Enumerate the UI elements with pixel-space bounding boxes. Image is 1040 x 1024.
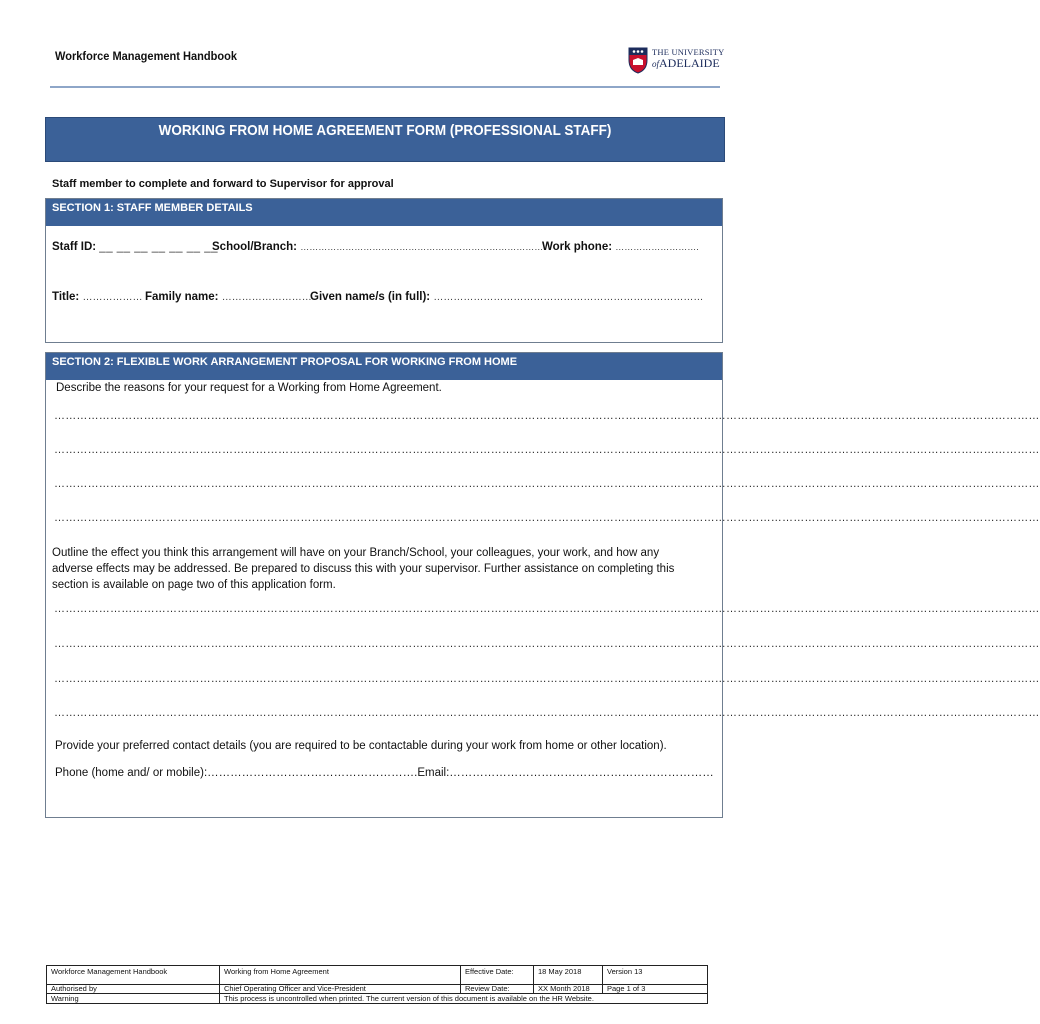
effect-line-1[interactable]: ………………………………………………………………………………………………………………………………………………………………………………………………………………………………………… xyxy=(54,603,1040,615)
effect-line-3[interactable]: ………………………………………………………………………………………………………………………………………………………………………………………………………………………………………… xyxy=(54,673,1040,685)
footer-warning-label: Warning xyxy=(47,994,220,1004)
effect-line-2[interactable]: ………………………………………………………………………………………………………………………………………………………………………………………………………………………………………… xyxy=(54,638,1040,650)
family-name-label: Family name: xyxy=(145,291,219,303)
phone-blank[interactable]: ………………………………………………. xyxy=(207,767,418,779)
reasons-line-1[interactable]: ………………………………………………………………………………………………………………………………………………………………………………………………………………………………………… xyxy=(54,410,1040,422)
given-name-label: Given name/s (in full): xyxy=(310,291,431,303)
title-blank[interactable]: ……………… xyxy=(82,292,143,303)
footer-row-2 xyxy=(47,985,708,994)
footer-review-date: XX Month 2018 xyxy=(534,985,603,994)
footer-effective-date: 18 May 2018 xyxy=(534,966,603,985)
logo-line-1: THE UNIVERSITY xyxy=(652,47,725,57)
work-phone-field[interactable] xyxy=(542,241,699,253)
staff-id-blank[interactable]: __ __ __ __ __ __ __ xyxy=(99,241,219,253)
reasons-line-3[interactable]: ………………………………………………………………………………………………………………………………………………………………………………………………………………………………………… xyxy=(54,478,1040,490)
footer-authorised-label: Authorised by xyxy=(47,985,220,994)
reasons-prompt: Describe the reasons for your request for a Working from Home Agreement. xyxy=(56,382,442,394)
given-name-field[interactable] xyxy=(310,291,703,303)
school-branch-field[interactable] xyxy=(212,241,543,253)
university-logo xyxy=(628,46,725,74)
effect-line-4[interactable]: ………………………………………………………………………………………………………………………………………………………………………………………………………………………………………… xyxy=(54,707,1040,719)
header-rule xyxy=(50,86,720,88)
family-name-blank[interactable]: ……………………… xyxy=(221,292,312,303)
form-instruction: Staff member to complete and forward to Supervisor for approval xyxy=(52,178,394,190)
footer-effective-label: Effective Date: xyxy=(461,966,534,985)
section-1-heading: SECTION 1: STAFF MEMBER DETAILS xyxy=(46,199,722,226)
email-label: Email: xyxy=(417,767,450,779)
logo-line-2 xyxy=(652,56,720,71)
staff-id-field[interactable] xyxy=(52,241,218,253)
section-2-heading: SECTION 2: FLEXIBLE WORK ARRANGEMENT PROPOSAL FOR WORKING FROM HOME xyxy=(46,353,722,380)
footer-row-3 xyxy=(47,994,708,1004)
footer-row-1 xyxy=(47,966,708,985)
effect-prompt: Outline the effect you think this arrangement will have on your Branch/School, your colleagues, your work, and how any adverse effects may be addressed. Be prepared to discuss this with your supervisor. Further assistance on completing this section is available on page two of this application form. xyxy=(52,547,675,591)
footer-warning-text: This process is uncontrolled when printed. The current version of this document is available on the HR Website. xyxy=(220,994,708,1004)
family-name-field[interactable] xyxy=(145,291,312,303)
phone-label: Phone (home and/ or mobile): xyxy=(55,767,208,779)
given-name-blank[interactable]: ……………………………………………………………………… xyxy=(433,292,704,303)
reasons-line-4[interactable]: ………………………………………………………………………………………………………………………………………………………………………………………………………………………………………… xyxy=(54,512,1040,524)
footer-handbook: Workforce Management Handbook xyxy=(47,966,220,985)
footer-page: Page 1 of 3 xyxy=(603,985,708,994)
school-branch-blank[interactable]: ……………………………………………………………………… xyxy=(300,242,544,252)
footer-authorised-by: Chief Operating Officer and Vice-President xyxy=(220,985,461,994)
contact-prompt: Provide your preferred contact details (you are required to be contactable during your work from home or other location). xyxy=(55,740,667,752)
reasons-line-2[interactable]: ………………………………………………………………………………………………………………………………………………………………………………………………………………………………………… xyxy=(54,444,1040,456)
logo-of: of xyxy=(652,59,660,69)
form-title-banner xyxy=(45,117,725,162)
work-phone-blank[interactable]: ………………………. xyxy=(615,242,699,252)
footer-table xyxy=(46,965,708,1004)
school-branch-label: School/Branch: xyxy=(212,241,297,253)
contact-fields[interactable] xyxy=(55,767,714,779)
handbook-title: Workforce Management Handbook xyxy=(55,49,237,63)
footer-version: Version 13 xyxy=(603,966,708,985)
form-title: WORKING FROM HOME AGREEMENT FORM (PROFESSIONAL STAFF) xyxy=(158,122,612,139)
title-label: Title: xyxy=(52,291,80,303)
crest-icon xyxy=(628,46,648,74)
email-blank[interactable]: …………………………………………………………… xyxy=(449,767,714,779)
footer-document: Working from Home Agreement xyxy=(220,966,461,985)
section-1 xyxy=(45,198,723,343)
footer-review-label: Review Date: xyxy=(461,985,534,994)
title-field[interactable] xyxy=(52,291,142,303)
work-phone-label: Work phone: xyxy=(542,241,613,253)
logo-adelaide: ADELAIDE xyxy=(659,56,720,70)
staff-id-label: Staff ID: xyxy=(52,241,97,253)
